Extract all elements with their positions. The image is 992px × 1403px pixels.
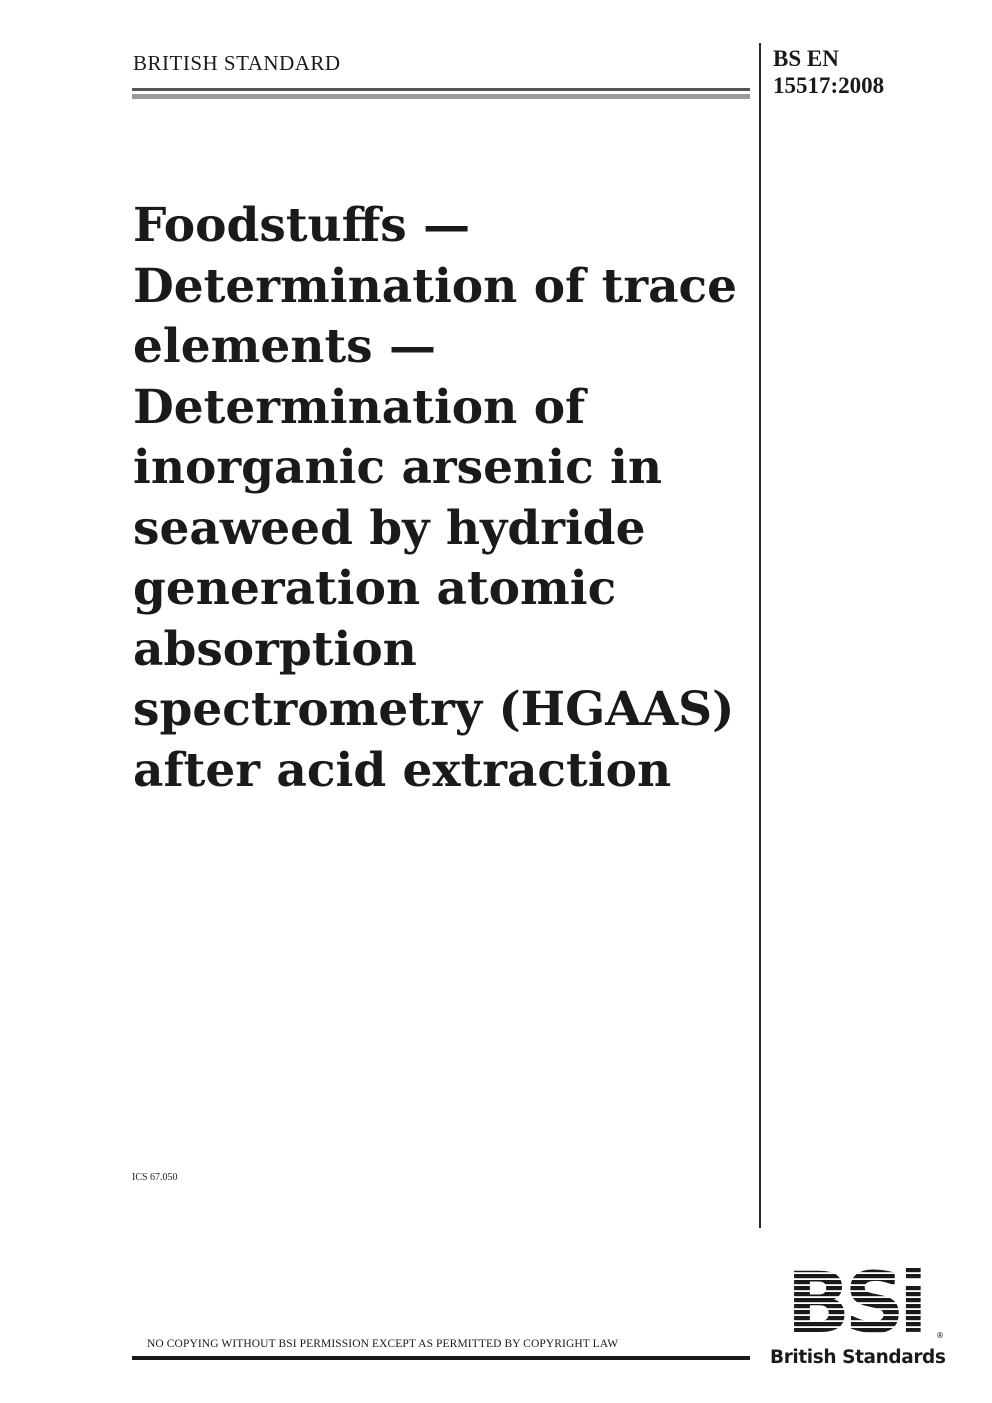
bsi-logo [766,1262,946,1372]
title-line: elements — [133,319,436,374]
title-line: after acid extraction [133,742,672,798]
vertical-divider [759,43,761,1228]
document-title [133,196,748,801]
bsi-logo-caption: British Standards [770,1347,946,1368]
header-rule-thin [132,88,750,91]
standard-number-line1: BS EN [773,46,839,71]
title-line: absorption [133,621,417,677]
header-rule-group [132,88,750,99]
title-line: Foodstuffs — [133,198,471,253]
registered-mark: ® [936,1331,944,1340]
ics-code: ICS 67.050 [132,1172,178,1183]
title-line: generation atomic [133,561,617,616]
copyright-notice: NO COPYING WITHOUT BSI PERMISSION EXCEPT AS PERMITTED BY COPYRIGHT LAW [147,1338,619,1350]
header-rule-thick [132,94,750,99]
bsi-logo-letters: BSi [786,1262,922,1352]
title-line: seaweed by hydride [133,500,646,556]
title-line: inorganic arsenic in [133,440,663,495]
standard-number-line2: 15517:2008 [773,73,885,98]
title-line: Determination of [133,379,586,435]
title-line: Determination of trace [133,258,738,314]
publication-type-label: BRITISH STANDARD [133,51,341,75]
bsi-logo-mark [786,1262,921,1352]
title-line: spectrometry (HGAAS) [133,682,735,737]
standard-number [773,45,884,99]
footer-rule [132,1356,750,1360]
